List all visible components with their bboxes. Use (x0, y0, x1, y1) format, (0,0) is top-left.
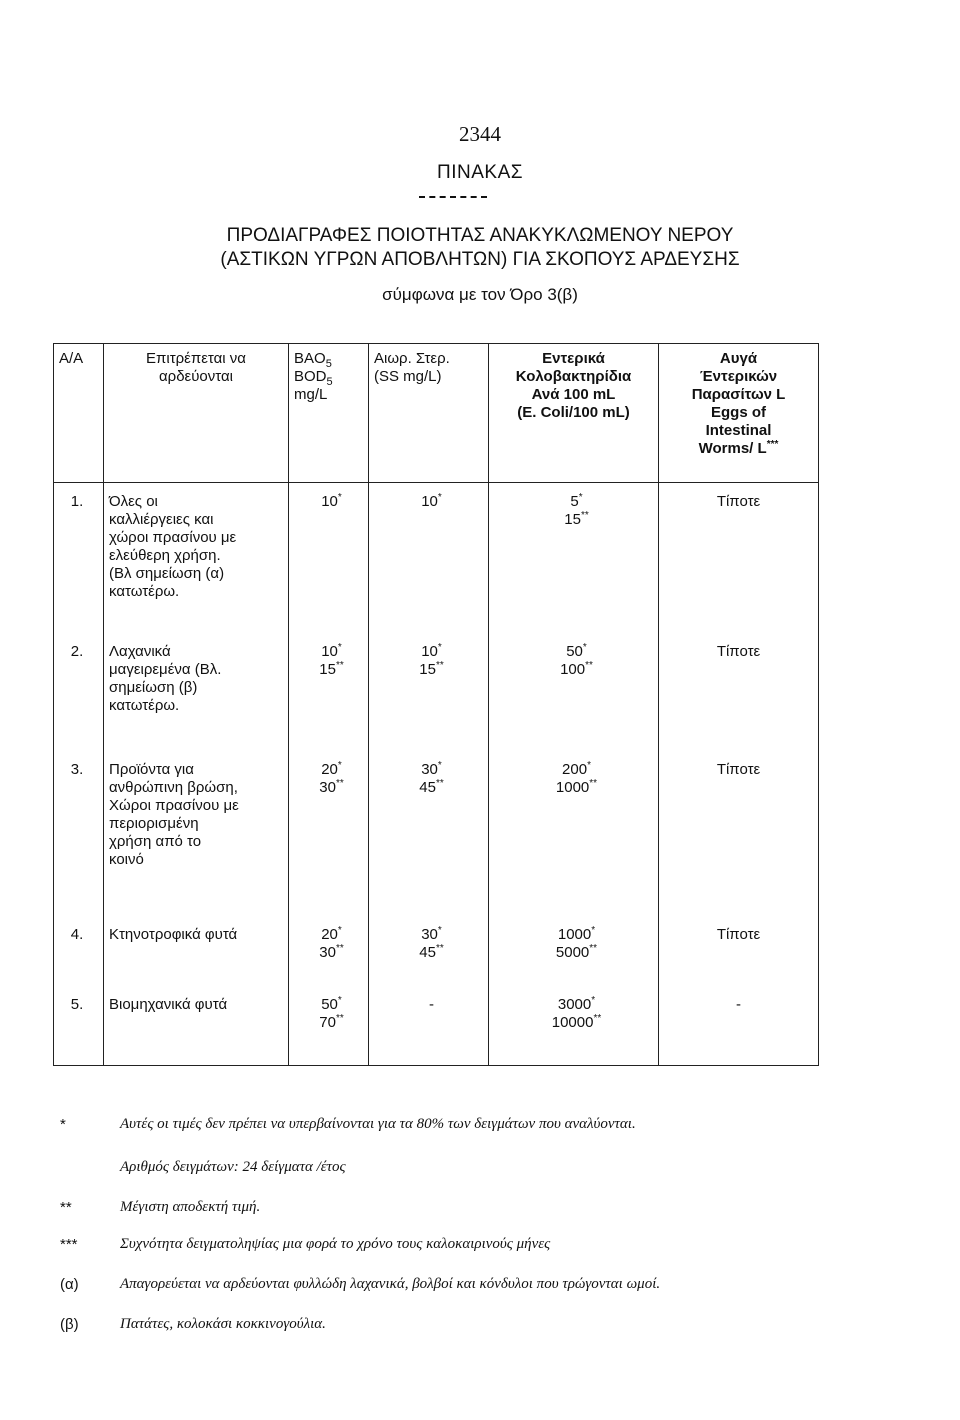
value-number: 50 (321, 995, 338, 1013)
row-crop-description (104, 751, 289, 916)
value-number: 5 (570, 493, 579, 510)
footnote-text: Πατάτες, κολοκάσι κοκκινογούλια. (120, 1316, 326, 1332)
value-footnote-mark: ** (435, 659, 444, 671)
document-title-line-2: (ΑΣΤΙΚΩΝ ΥΓΡΩΝ ΑΠΟΒΛΗΤΩΝ) ΓΙΑ ΣΚΟΠΟΥΣ ΑΡΔΕΥΣΗΣ (220, 249, 740, 270)
value-footnote-mark: * (587, 759, 591, 771)
ss-value (374, 493, 483, 511)
value-number: 10 (321, 493, 338, 510)
table-row (54, 986, 819, 1066)
crop-line: κοινό (109, 850, 144, 868)
value-number: 20 (321, 925, 338, 943)
crop-line: περιορισμένη (109, 814, 199, 832)
row-bod-values (289, 483, 369, 633)
value-number: 10 (421, 642, 438, 660)
crop-line: καλλιέργειες και (109, 511, 214, 528)
footnote-text: Αριθμός δειγμάτων: 24 δείγματα /έτος (120, 1159, 346, 1175)
value-footnote-mark: ** (580, 510, 589, 521)
footnote-text: Μέγιστη αποδεκτή τιμή. (120, 1199, 261, 1215)
crop-line: χρήση από το (109, 832, 202, 850)
bod-value (294, 779, 363, 797)
value-footnote-mark: ** (335, 659, 344, 671)
value-number: 10 (421, 493, 438, 510)
crop-line: μαγειρεμένα (Βλ. (109, 660, 222, 678)
crop-line: (Βλ σημείωση (α) (109, 565, 225, 582)
row-index: 1. (54, 483, 104, 633)
row-eggs-value: Τίποτε (659, 483, 819, 633)
value-number: 70 (319, 1013, 336, 1031)
value-footnote-mark: * (337, 924, 342, 936)
row-ecoli-values (489, 483, 659, 633)
row-bod-values (289, 633, 369, 751)
row-ss-values (369, 633, 489, 751)
header-eggs: Αυγά Έντερικών Παρασίτων L Eggs of Intestinal Worms/ L*** (659, 344, 819, 483)
footnote-marker: *** (60, 1236, 78, 1253)
header-bod: $BAO_5$ $BOD_5$ mg/L (289, 344, 369, 483)
table-body (54, 483, 819, 1066)
value-number: 100 (560, 660, 586, 678)
value-footnote-mark: ** (435, 777, 444, 789)
document-title-line-1: ΠΡΟΔΙΑΓΡΑΦΕΣ ΠΟΙΟΤΗΤΑΣ ΑΝΑΚΥΚΛΩΜΕΝΟΥ ΝΕΡΟΥ (226, 225, 734, 246)
crop-line: κατωτέρω. (109, 696, 180, 714)
value-footnote-mark: * (437, 924, 442, 936)
bod-value (294, 643, 363, 661)
row-ss-values (369, 751, 489, 916)
row-eggs-value: Τίποτε (659, 633, 819, 751)
row-crop-description (104, 633, 289, 751)
crop-line: Χώροι πρασίνου με (109, 796, 239, 814)
value-footnote-mark: ** (593, 1012, 602, 1024)
value-footnote-mark: ** (335, 1012, 344, 1024)
value-footnote-mark: ** (585, 659, 593, 671)
value-number: 1000 (557, 925, 592, 943)
value-footnote-mark: * (337, 492, 342, 503)
bod-value (294, 944, 363, 962)
table-row (54, 916, 819, 986)
table-row (54, 483, 819, 633)
crop-line: Λαχανικά (109, 642, 171, 660)
row-bod-values (289, 916, 369, 986)
footnote-marker: (α) (60, 1276, 79, 1293)
bod-value (294, 761, 363, 779)
row-crop-description (104, 483, 289, 633)
row-ss-values (369, 483, 489, 633)
ecoli-value (494, 511, 653, 529)
value-footnote-mark: * (437, 641, 442, 653)
crop-line: ανθρώπινη βρώση, (109, 778, 238, 796)
header-index: Α/Α (54, 344, 104, 483)
value-number: 30 (421, 925, 438, 943)
value-footnote-mark: ** (435, 942, 444, 954)
value-footnote-mark: * (582, 641, 587, 653)
crop-line: Προϊόντα για (109, 760, 194, 778)
ss-value (374, 944, 483, 962)
row-ecoli-values (489, 633, 659, 751)
value-number: 10 (321, 642, 338, 660)
ecoli-value (494, 996, 653, 1014)
value-number: 30 (319, 943, 336, 961)
row-index: 2. (54, 633, 104, 751)
value-number: 45 (419, 778, 436, 796)
row-crop-description (104, 916, 289, 986)
value-number: 15 (319, 660, 336, 678)
value-number: 200 (562, 760, 588, 778)
value-number: 45 (419, 943, 436, 961)
value-footnote-mark: ** (589, 942, 598, 954)
ss-value (374, 661, 483, 679)
row-ss-values (369, 916, 489, 986)
footnote-marker: ** (60, 1199, 72, 1216)
bod-value (294, 661, 363, 679)
ecoli-value (494, 944, 653, 962)
value-number: 15 (564, 511, 581, 528)
bod-value (294, 996, 363, 1014)
row-ss-values (369, 986, 489, 1066)
ecoli-value (494, 779, 653, 797)
row-bod-values (289, 751, 369, 916)
ss-value (374, 761, 483, 779)
ss-value (374, 779, 483, 797)
ecoli-value (494, 643, 653, 661)
row-index: 5. (54, 986, 104, 1066)
row-crop-description (104, 986, 289, 1066)
row-ecoli-values (489, 751, 659, 916)
header-ss: Αιωρ. Στερ. (SS mg/L) (369, 344, 489, 483)
value-footnote-mark: ** (335, 942, 344, 954)
ecoli-value (494, 661, 653, 679)
footnote-text: Συχνότητα δειγματοληψίας μια φορά το χρόνο τους καλοκαιρινούς μήνες (120, 1236, 551, 1252)
header-crops: Επιτρέπεται να αρδεύονται (104, 344, 289, 483)
value-footnote-mark: ** (589, 777, 598, 789)
value-number: 10000 (551, 1013, 594, 1031)
ecoli-value (494, 1014, 653, 1032)
crop-line: Κτηνοτροφικά φυτά (109, 925, 238, 943)
bod-value (294, 493, 363, 511)
value-footnote-mark: * (591, 994, 596, 1006)
value-number: 5000 (555, 943, 590, 961)
table-row (54, 751, 819, 916)
value-footnote-mark: * (437, 759, 442, 771)
ss-value (374, 996, 483, 1014)
crop-line: χώροι πρασίνου με (109, 529, 237, 546)
quality-spec-table (53, 343, 819, 1066)
crop-line: κατωτέρω. (109, 583, 180, 600)
value-number: 15 (419, 660, 436, 678)
ecoli-value (494, 493, 653, 511)
ss-value (374, 643, 483, 661)
row-index: 3. (54, 751, 104, 916)
value-footnote-mark: ** (335, 777, 344, 789)
value-footnote-mark: * (591, 924, 596, 936)
footnote-text: Αυτές οι τιμές δεν πρέπει να υπερβαίνονται για τα 80% των δειγμάτων που αναλύονται. (120, 1116, 636, 1132)
bod-value (294, 926, 363, 944)
row-bod-values (289, 986, 369, 1066)
crop-line: Όλες οι (109, 493, 158, 510)
value-number: 30 (319, 778, 336, 796)
value-footnote-mark: * (337, 994, 342, 1006)
value-number: 1000 (555, 778, 590, 796)
value-footnote-mark: * (337, 759, 342, 771)
row-index: 4. (54, 916, 104, 986)
footnote-text: Απαγορεύεται να αρδεύονται φυλλώδη λαχανικά, βολβοί και κόνδυλοι που τρώγονται ωμοί. (120, 1276, 661, 1292)
header-ecoli: Εντερικά Κολοβακτηρίδια Ανά 100 mL (E. Coli/100 mL) (489, 344, 659, 483)
ss-value (374, 926, 483, 944)
heading-underline (419, 196, 487, 198)
table-heading: ΠΙΝΑΚΑΣ (437, 162, 523, 183)
row-eggs-value: - (659, 986, 819, 1066)
value-footnote-mark: * (437, 492, 442, 503)
page-number: 2344 (459, 122, 501, 146)
value-footnote-mark: * (578, 492, 583, 503)
row-eggs-value: Τίποτε (659, 751, 819, 916)
footnote-marker: (β) (60, 1316, 79, 1333)
crop-line: Βιομηχανικά φυτά (109, 995, 228, 1013)
document-subtitle: σύμφωνα με τον Όρο 3(β) (382, 285, 578, 304)
value-number: 20 (321, 760, 338, 778)
ecoli-value (494, 761, 653, 779)
row-ecoli-values (489, 916, 659, 986)
bod-value (294, 1014, 363, 1032)
value-number: 50 (566, 642, 583, 660)
row-eggs-value: Τίποτε (659, 916, 819, 986)
value-number: - (429, 995, 434, 1013)
value-number: 30 (421, 760, 438, 778)
value-footnote-mark: * (337, 641, 342, 653)
value-number: 3000 (557, 995, 592, 1013)
table-row (54, 633, 819, 751)
ecoli-value (494, 926, 653, 944)
crop-line: ελεύθερη χρήση. (109, 547, 221, 564)
row-ecoli-values (489, 986, 659, 1066)
table-header-row (54, 344, 819, 483)
crop-line: σημείωση (β) (109, 678, 198, 696)
footnote-marker: * (60, 1116, 66, 1133)
